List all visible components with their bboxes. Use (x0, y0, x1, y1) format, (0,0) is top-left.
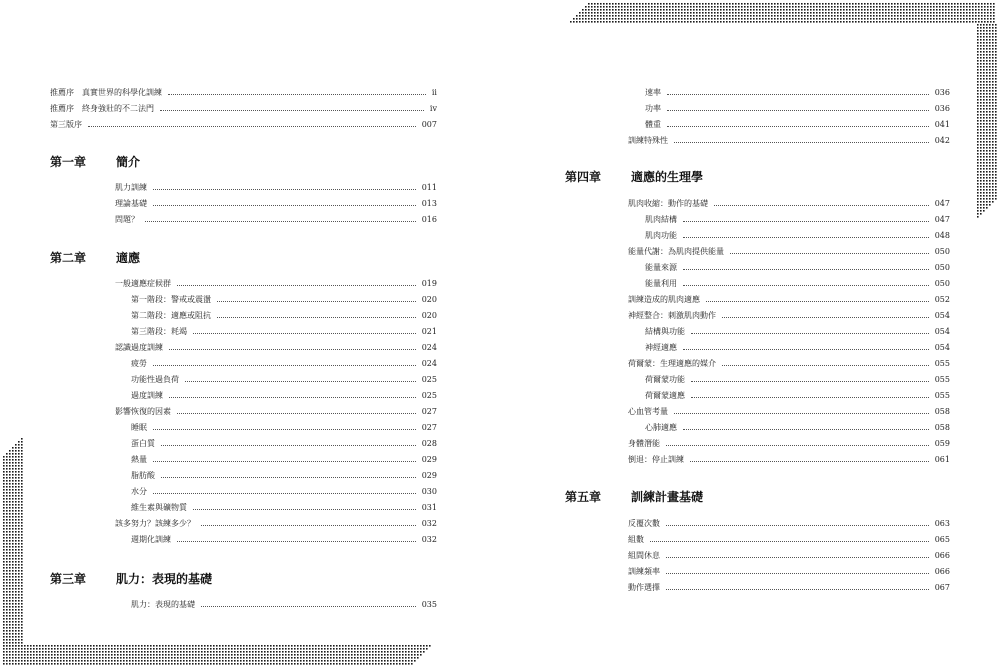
toc-entry-page: 013 (421, 199, 437, 208)
chapter-number: 第一章 (50, 155, 87, 169)
dot-leader (201, 525, 416, 526)
toc-entry (131, 503, 437, 513)
dot-leader (650, 541, 929, 542)
dot-leader (88, 126, 416, 127)
toc-entry-label: 週期化訓練 (131, 535, 171, 544)
toc-entry-label: 心血管考量 (628, 407, 668, 416)
dot-leader (153, 429, 416, 430)
dot-leader (666, 557, 929, 558)
toc-entry-label: 第二階段：適應或阻抗 (131, 311, 211, 320)
dot-leader (169, 349, 416, 350)
toc-entry-label: 肌肉功能 (645, 231, 677, 240)
chapter-title: 適應 (116, 251, 141, 265)
toc-entry-page: 041 (934, 120, 950, 129)
toc-entry (628, 439, 950, 449)
toc-entry-page: 021 (421, 327, 437, 336)
dot-leader (161, 445, 416, 446)
toc-entry (628, 583, 950, 593)
toc-entry-label: 該多努力？該練多少？ (115, 519, 195, 528)
toc-entry (645, 423, 950, 433)
toc-entry-page: 024 (421, 343, 437, 352)
toc-entry-label: 組數 (628, 535, 644, 544)
toc-entry-label: 疲勞 (131, 359, 147, 368)
dot-leader (690, 461, 929, 462)
toc-entry (50, 88, 437, 98)
dot-leader (193, 333, 416, 334)
dot-leader (683, 285, 929, 286)
toc-entry (131, 600, 437, 610)
toc-entry (628, 199, 950, 209)
toc-entry-page: 025 (421, 391, 437, 400)
dot-leader (683, 429, 929, 430)
dot-leader (201, 606, 416, 607)
dot-leader (169, 397, 416, 398)
toc-entry (645, 215, 950, 225)
toc-entry (115, 183, 437, 193)
dot-leader (666, 525, 929, 526)
chapter-number: 第二章 (50, 251, 87, 265)
toc-entry-label: 能量代謝：為肌肉提供能量 (628, 247, 724, 256)
toc-entry (645, 120, 950, 130)
toc-entry (645, 263, 950, 273)
chapter-title: 肌力：表現的基礎 (116, 572, 213, 586)
dot-leader (691, 381, 929, 382)
toc-entry-page: 028 (421, 439, 437, 448)
dot-leader (706, 301, 929, 302)
toc-entry-label: 理論基礎 (115, 199, 147, 208)
toc-entry-page: 007 (421, 120, 437, 129)
toc-entry-page: 042 (934, 136, 950, 145)
chapter-title: 簡介 (116, 155, 141, 169)
toc-entry-page: 032 (421, 535, 437, 544)
dot-leader (683, 269, 929, 270)
dot-leader (160, 110, 424, 111)
toc-entry-page: 019 (421, 279, 437, 288)
toc-entry-label: 速率 (645, 88, 661, 97)
toc-entry (645, 375, 950, 385)
dot-leader (153, 365, 416, 366)
toc-entry (131, 375, 437, 385)
dot-leader (714, 205, 929, 206)
dot-leader (177, 285, 416, 286)
toc-entry-label: 訓練造成的肌肉適應 (628, 295, 700, 304)
chapter-heading (50, 153, 140, 170)
toc-entry-label: 荷爾蒙適應 (645, 391, 685, 400)
dot-leader (730, 253, 929, 254)
toc-entry (115, 199, 437, 209)
dot-leader (217, 317, 416, 318)
dot-leader (161, 477, 416, 478)
dot-leader (177, 413, 416, 414)
toc-entry-label: 蛋白質 (131, 439, 155, 448)
chapter-heading (565, 488, 703, 505)
dot-leader (217, 301, 416, 302)
dot-leader (666, 445, 929, 446)
toc-entry-page: 029 (421, 471, 437, 480)
toc-entry-page: 052 (934, 295, 950, 304)
toc-entry (131, 439, 437, 449)
toc-entry-page: 020 (421, 295, 437, 304)
chapter-heading (50, 249, 140, 266)
dot-leader (691, 397, 929, 398)
toc-entry (628, 295, 950, 305)
toc-entry-label: 心肺適應 (645, 423, 677, 432)
toc-entry-label: 倒退：停止訓練 (628, 455, 684, 464)
toc-entry (628, 359, 950, 369)
toc-entry-page: 066 (934, 551, 950, 560)
toc-entry-label: 肌力訓練 (115, 183, 147, 192)
dot-leader (168, 94, 426, 95)
toc-entry-page: 055 (934, 375, 950, 384)
toc-entry (131, 423, 437, 433)
toc-entry-page: 047 (934, 215, 950, 224)
toc-entry (115, 279, 437, 289)
toc-entry-label: 脂肪酸 (131, 471, 155, 480)
dot-leader (177, 541, 416, 542)
toc-entry (131, 391, 437, 401)
chapter-title: 訓練計畫基礎 (631, 490, 704, 504)
dot-leader (667, 110, 929, 111)
toc-entry-label: 結構與功能 (645, 327, 685, 336)
toc-entry-label: 動作選擇 (628, 583, 660, 592)
toc-entry-page: 047 (934, 199, 950, 208)
dot-leader (683, 349, 929, 350)
dot-leader (722, 365, 929, 366)
dot-leader (683, 237, 929, 238)
toc-entry-label: 神經適應 (645, 343, 677, 352)
toc-entry-label: 肌肉結構 (645, 215, 677, 224)
toc-entry (628, 247, 950, 257)
dot-leader (153, 461, 416, 462)
toc-entry-label: 影響恢復的因素 (115, 407, 171, 416)
toc-entry (131, 487, 437, 497)
toc-entry-label: 能量來源 (645, 263, 677, 272)
toc-entry-page: 027 (421, 423, 437, 432)
toc-entry-label: 荷爾蒙功能 (645, 375, 685, 384)
toc-entry-label: 訓練頻率 (628, 567, 660, 576)
dot-leader (145, 221, 416, 222)
toc-entry-label: 肌肉收縮：動作的基礎 (628, 199, 708, 208)
toc-entry (645, 104, 950, 114)
toc-entry-page: 036 (934, 104, 950, 113)
toc-entry (628, 535, 950, 545)
toc-entry-page: 054 (934, 311, 950, 320)
toc-entry-page: 065 (934, 535, 950, 544)
toc-entry (628, 519, 950, 529)
dot-leader (722, 317, 929, 318)
toc-entry-label: 神經整合：刺激肌肉動作 (628, 311, 716, 320)
toc-entry (645, 327, 950, 337)
dot-leader (153, 189, 416, 190)
chapter-heading (565, 168, 703, 185)
toc-entry (115, 407, 437, 417)
toc-entry-page: 011 (421, 183, 437, 192)
toc-entry-page: 029 (421, 455, 437, 464)
toc-entry-page: 054 (934, 327, 950, 336)
toc-entry-label: 問題？ (115, 215, 139, 224)
toc-entry-label: 第一階段：警戒或震盪 (131, 295, 211, 304)
toc-entry (645, 279, 950, 289)
toc-entry-label: 組間休息 (628, 551, 660, 560)
toc-entry-page: 058 (934, 407, 950, 416)
chapter-heading (50, 570, 212, 587)
chapter-number: 第五章 (565, 490, 602, 504)
toc-entry-page: 063 (934, 519, 950, 528)
dot-leader (674, 142, 929, 143)
toc-entry-label: 第三階段：耗竭 (131, 327, 187, 336)
toc-entry (50, 120, 437, 130)
toc-entry (645, 391, 950, 401)
toc-entry (115, 343, 437, 353)
toc-entry (131, 311, 437, 321)
toc-entry-label: 睡眠 (131, 423, 147, 432)
toc-entry-page: 055 (934, 391, 950, 400)
toc-entry-label: 第三版序 (50, 120, 82, 129)
chapter-number: 第三章 (50, 572, 87, 586)
toc-entry (131, 327, 437, 337)
toc-entry-page: 050 (934, 263, 950, 272)
toc-entry (645, 343, 950, 353)
dot-leader (153, 205, 416, 206)
chapter-number: 第四章 (565, 170, 602, 184)
toc-entry (131, 295, 437, 305)
toc-entry-page: 050 (934, 247, 950, 256)
toc-entry (131, 471, 437, 481)
toc-entry-label: 能量利用 (645, 279, 677, 288)
toc-entry-page: 032 (421, 519, 437, 528)
toc-entry-label: 功能性過負荷 (131, 375, 179, 384)
toc-entry-page: 027 (421, 407, 437, 416)
toc-entry-page: 024 (421, 359, 437, 368)
dot-leader (185, 381, 416, 382)
toc-entry-label: 熱量 (131, 455, 147, 464)
dot-leader (666, 573, 929, 574)
chapter-title: 適應的生理學 (631, 170, 704, 184)
toc-entry (628, 311, 950, 321)
toc-entry (131, 535, 437, 545)
toc-entry (115, 519, 437, 529)
toc-entry (628, 407, 950, 417)
dot-leader (666, 589, 929, 590)
dot-leader (667, 126, 929, 127)
toc-entry-label: 功率 (645, 104, 661, 113)
toc-entry-page: 016 (421, 215, 437, 224)
toc-entry-label: 訓練特殊性 (628, 136, 668, 145)
toc-entry-label: 體重 (645, 120, 661, 129)
toc-entry-label: 推薦序 真實世界的科學化訓練 (50, 88, 162, 97)
toc-entry-page: 050 (934, 279, 950, 288)
toc-entry-page: ii (431, 88, 437, 97)
toc-entry-page: 055 (934, 359, 950, 368)
toc-entry-page: 025 (421, 375, 437, 384)
toc-entry-page: iv (429, 104, 437, 113)
toc-entry (50, 104, 437, 114)
toc-entry-label: 推薦序 終身強壯的不二法門 (50, 104, 154, 113)
toc-entry-page: 058 (934, 423, 950, 432)
dot-leader (674, 413, 929, 414)
toc-entry-label: 身體潛能 (628, 439, 660, 448)
toc-entry (131, 359, 437, 369)
toc-entry (628, 136, 950, 146)
dot-leader (691, 333, 929, 334)
toc-entry-page: 020 (421, 311, 437, 320)
toc-entry-label: 維生素與礦物質 (131, 503, 187, 512)
toc-entry-page: 031 (421, 503, 437, 512)
toc-entry (645, 88, 950, 98)
toc-entry-page: 030 (421, 487, 437, 496)
toc-entry-page: 066 (934, 567, 950, 576)
toc-entry-label: 過度訓練 (131, 391, 163, 400)
dot-leader (153, 493, 416, 494)
toc-entry-page: 035 (421, 600, 437, 609)
toc-entry (628, 551, 950, 561)
toc-entry-page: 054 (934, 343, 950, 352)
dot-leader (667, 94, 929, 95)
toc-entry-page: 067 (934, 583, 950, 592)
toc-entry-page: 036 (934, 88, 950, 97)
toc-entry (645, 231, 950, 241)
toc-entry (115, 215, 437, 225)
toc-entry-page: 048 (934, 231, 950, 240)
toc-entry-label: 荷爾蒙：生理適應的媒介 (628, 359, 716, 368)
toc-entry-label: 一般適應症候群 (115, 279, 171, 288)
toc-entry-label: 認識過度訓練 (115, 343, 163, 352)
toc-entry-page: 059 (934, 439, 950, 448)
dot-leader (193, 509, 416, 510)
toc-entry-label: 反覆次數 (628, 519, 660, 528)
toc-entry (628, 567, 950, 577)
toc-entry-page: 061 (934, 455, 950, 464)
toc-entry (628, 455, 950, 465)
toc-entry-label: 水分 (131, 487, 147, 496)
dot-leader (683, 221, 929, 222)
toc-entry-label: 肌力：表現的基礎 (131, 600, 195, 609)
toc-entry (131, 455, 437, 465)
